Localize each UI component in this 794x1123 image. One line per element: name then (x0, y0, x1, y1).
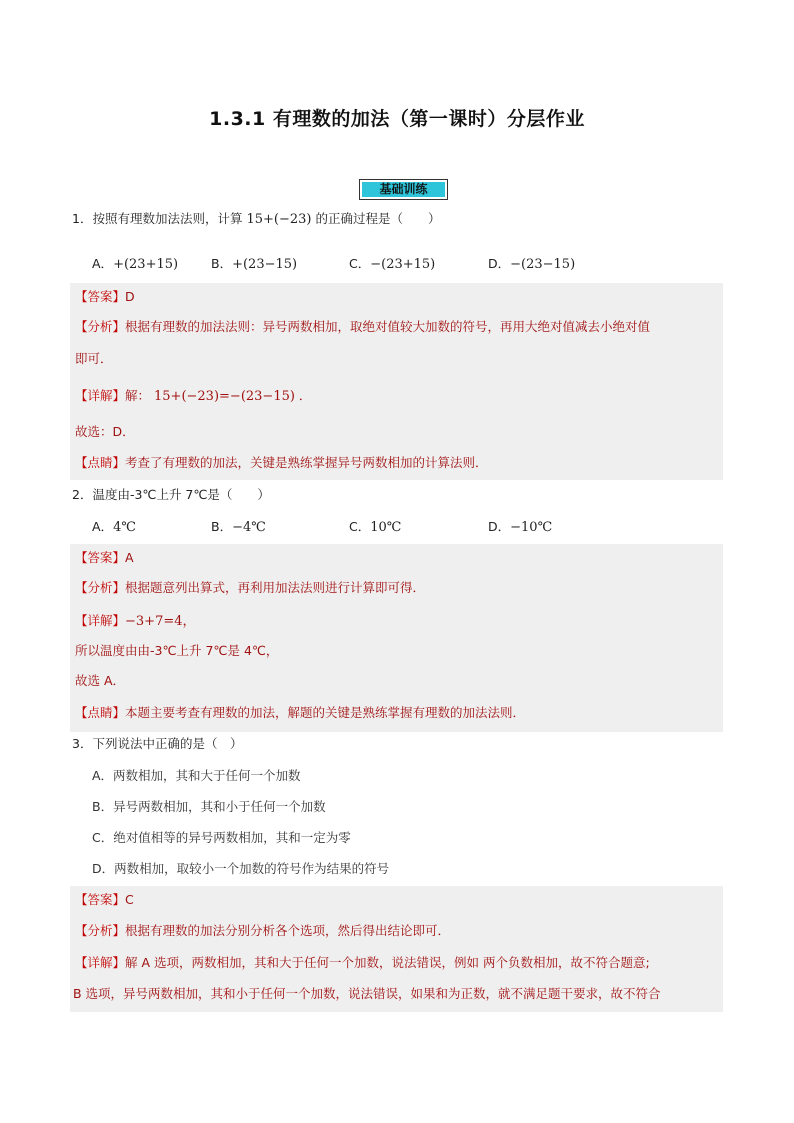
q1-option-a: A．+(23+15) (92, 256, 179, 272)
q2-answer: 【答案】A (75, 550, 134, 565)
q3-option-c: C．绝对值相等的异号两数相加，其和一定为零 (92, 830, 351, 845)
page-title: 1.3.1 有理数的加法（第一课时）分层作业 (209, 108, 585, 130)
q2-stem: 2．温度由-3℃上升 7℃是（ ） (72, 487, 270, 502)
q3-analysis: 【分析】根据有理数的加法分别分析各个选项，然后得出结论即可． (75, 923, 451, 938)
q2-solution (70, 544, 723, 732)
q1-option-b: B．+(23−15) (211, 256, 298, 272)
q2-choice: 故选 A． (75, 673, 126, 688)
q1-answer: 【答案】D (75, 289, 135, 304)
q3-option-b: B．异号两数相加，其和小于任何一个加数 (92, 799, 326, 814)
q1-stem: 1．按照有理数加法法则，计算 15+(−23) 的正确过程是（ ） (72, 211, 441, 227)
q1-detail: 【详解】解： 15+(−23)=−(23−15) ． (75, 388, 312, 404)
q2-option-c: C．10℃ (349, 519, 402, 535)
q2-option-d: D．−10℃ (488, 519, 553, 535)
q3-answer: 【答案】C (75, 892, 134, 907)
q3-option-d: D．两数相加，取较小一个加数的符号作为结果的符号 (92, 861, 390, 876)
q2-detail: 【详解】−3+7=4， (75, 613, 196, 629)
q2-analysis: 【分析】根据题意列出算式，再利用加法法则进行计算即可得． (75, 580, 426, 595)
q1-option-d: D．−(23−15) (488, 256, 576, 272)
q1-choice: 故选：D． (75, 424, 135, 439)
q2-point: 【点睛】本题主要考查有理数的加法，解题的关键是熟练掌握有理数的加法法则． (75, 705, 526, 720)
section-badge (359, 179, 448, 200)
q3-option-a: A．两数相加，其和大于任何一个加数 (92, 768, 301, 783)
q1-option-c: C．−(23+15) (349, 256, 436, 272)
q3-solution (70, 886, 723, 1012)
q3-stem: 3．下列说法中正确的是（ ） (72, 736, 243, 751)
q3-detail: 【详解】解 A 选项，两数相加，其和大于任何一个加数，说法错误，例如 两个负数相加，故不符合题意; (75, 955, 650, 970)
q1-analysis: 【分析】根据有理数的加法法则：异号两数相加，取绝对值较大加数的符号，再用大绝对值减去小绝对值 (75, 319, 651, 334)
q1-expression: 15+(−23) (246, 212, 312, 227)
q1-analysis-cont: 即可． (75, 351, 113, 366)
q2-detail-cont: 所以温度由由-3℃上升 7℃是 4℃， (75, 643, 279, 658)
q2-option-a: A．4℃ (92, 519, 136, 535)
q1-solution (70, 283, 723, 480)
q1-detail-expression: 15+(−23)=−(23−15) (154, 389, 295, 404)
q2-option-b: B．−4℃ (211, 519, 266, 535)
section-badge-label: 基础训练 (362, 182, 445, 197)
q1-point: 【点睛】考查了有理数的加法，关键是熟练掌握异号两数相加的计算法则． (75, 455, 488, 470)
q3-detail-cont: B 选项，异号两数相加，其和小于任何一个加数，说法错误，如果和为正数，就不满足题干要求，故不符合 (73, 986, 661, 1001)
